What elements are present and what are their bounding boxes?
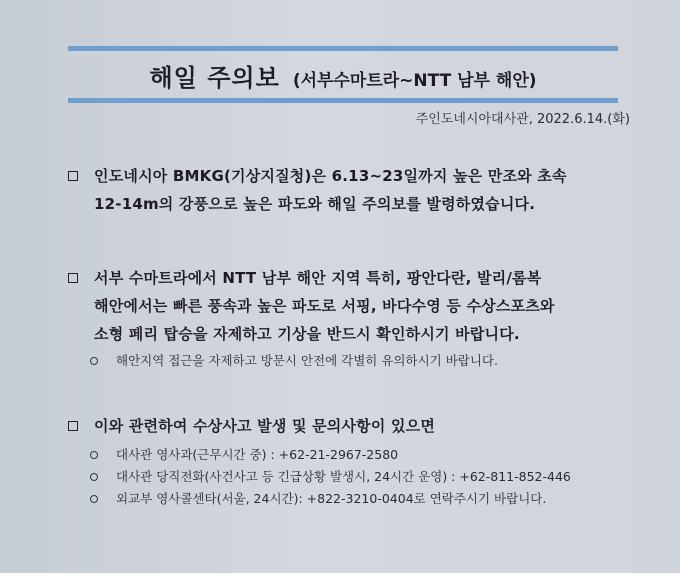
paragraph-line: 이와 관련하여 수상사고 발생 및 문의사항이 있으면	[94, 417, 436, 435]
sub-item-text: 해안지역 접근을 자제하고 방문시 안전에 각별히 유의하시기 바랍니다.	[116, 353, 498, 368]
section-advisory	[68, 162, 628, 218]
sub-list-item	[68, 350, 628, 372]
sub-item-text: 외교부 영사콜센타(서울, 24시간): +822-3210-0404로 연락주시기 바랍니다.	[116, 491, 547, 506]
dateline: 주인도네시아대사관, 2022.6.14.(화)	[415, 112, 630, 127]
paragraph-line: 해안에서는 빠른 풍속과 높은 파도로 서핑, 바다수영 등 수상스포츠와	[94, 297, 555, 315]
circle-bullet-icon	[90, 495, 98, 503]
section-paragraph	[68, 412, 628, 440]
square-bullet-icon	[68, 171, 78, 181]
sub-item-text: 대사관 당직전화(사건사고 등 긴급상황 발생시, 24시간 운영) : +62-811-852-446	[116, 469, 571, 484]
square-bullet-icon	[68, 421, 78, 431]
section-contacts	[68, 412, 628, 510]
square-bullet-icon	[68, 273, 78, 283]
circle-bullet-icon	[90, 451, 98, 459]
contact-item-duty-phone	[68, 466, 628, 488]
paragraph-line: 12-14m의 강풍으로 높은 파도와 해일 주의보를 발령하였습니다.	[94, 195, 536, 213]
circle-bullet-icon	[90, 357, 98, 365]
sub-item-text: 대사관 영사과(근무시간 중) : +62-21-2967-2580	[116, 447, 399, 462]
contact-item-call-center	[68, 488, 628, 510]
paragraph-line: 소형 페리 탑승을 자제하고 기상을 반드시 확인하시기 바랍니다.	[94, 325, 520, 343]
circle-bullet-icon	[90, 473, 98, 481]
contact-item-consular	[68, 444, 628, 466]
title-subtitle: (서부수마트라~NTT 남부 해안)	[292, 71, 537, 91]
section-paragraph	[68, 162, 628, 218]
paragraph-line: 인도네시아 BMKG(기상지질청)은 6.13~23일까지 높은 만조와 초속	[94, 167, 567, 185]
paragraph-line: 서부 수마트라에서 NTT 남부 해안 지역 특히, 팡안다란, 발리/롬복	[94, 269, 542, 287]
title-top-rule	[68, 46, 618, 51]
title-main: 해일 주의보	[149, 64, 280, 92]
section-caution	[68, 264, 628, 372]
title-bottom-rule	[68, 98, 618, 103]
section-paragraph	[68, 264, 628, 348]
notice-title	[68, 58, 618, 93]
